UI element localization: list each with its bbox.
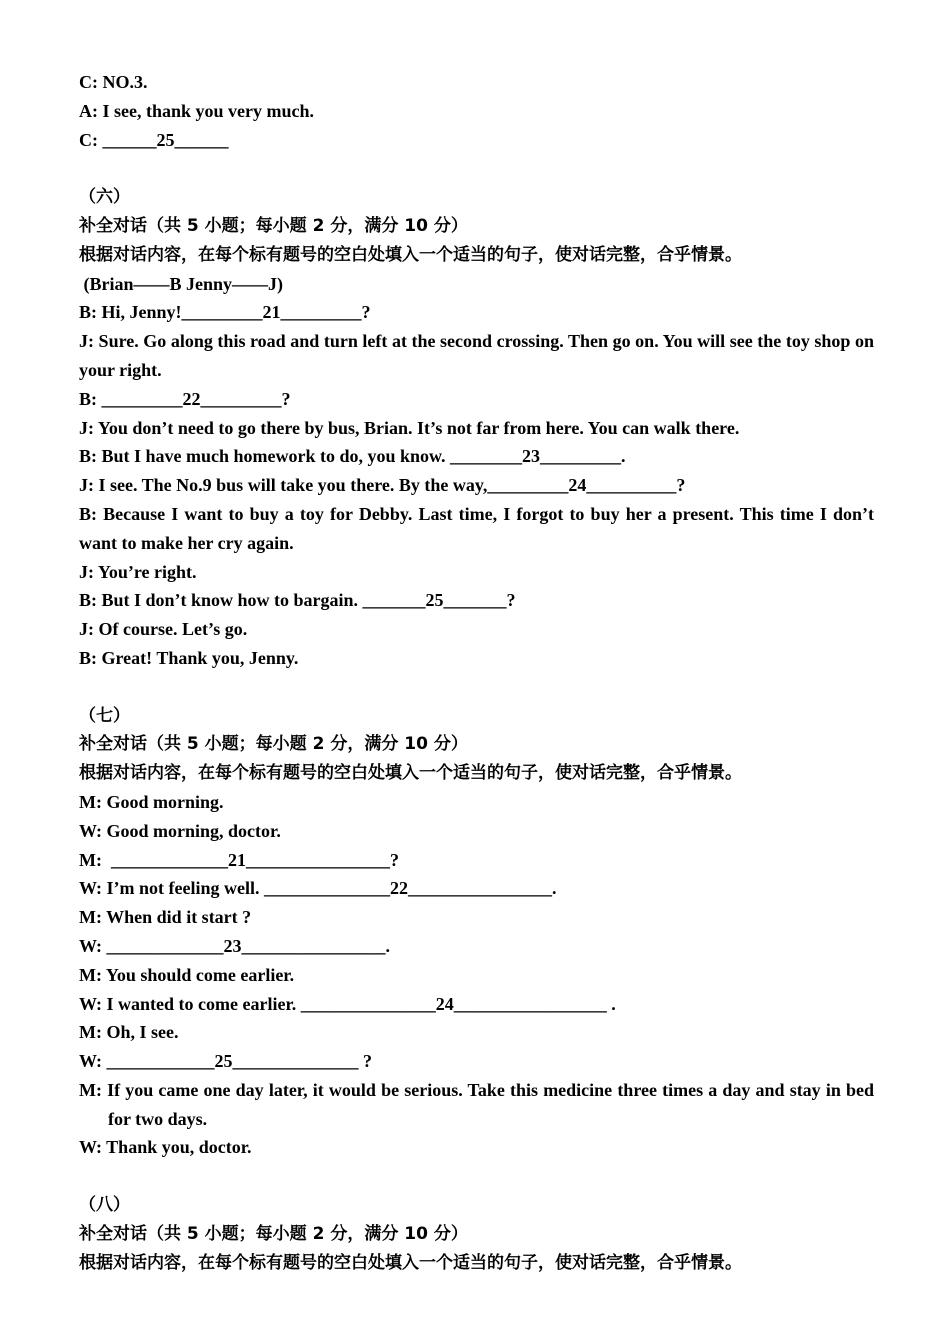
section-instructions: 补全对话（共 5 小题；每小题 2 分，满分 10 分）	[79, 1223, 468, 1244]
section-instructions: 根据对话内容，在每个标有题号的空白处填入一个适当的句子，使对话完整，合乎情景。	[79, 763, 742, 784]
dialogue-line: B: Hi, Jenny!_________21_________?	[79, 302, 371, 323]
section-heading-6: （六）	[79, 187, 130, 208]
dialogue-line: J: Sure. Go along this road and turn left at the second crossing. Then go on. You will see the toy shop on your right.	[79, 331, 874, 380]
dialogue-line: A: I see, thank you very much.	[79, 100, 315, 121]
section-instructions: 根据对话内容，在每个标有题号的空白处填入一个适当的句子，使对话完整，合乎情景。	[79, 1252, 742, 1273]
dialogue-line: W: I wanted to come earlier. _______________24_________________ .	[79, 993, 616, 1014]
dialogue-line: M: Good morning.	[79, 791, 224, 812]
dialogue-line: M: When did it start ?	[79, 907, 252, 928]
dialogue-line: B: But I have much homework to do, you know. ________23_________.	[79, 446, 626, 467]
spacer	[79, 673, 874, 702]
roles-note: (Brian——B Jenny——J)	[79, 273, 284, 294]
dialogue-line: J: Of course. Let’s go.	[79, 619, 248, 640]
dialogue-line: B: _________22_________?	[79, 388, 291, 409]
dialogue-line: J: You don’t need to go there by bus, Brian. It’s not far from here. You can walk there.	[79, 417, 740, 438]
dialogue-line: W: _____________23________________.	[79, 935, 391, 956]
dialogue-line: W: Good morning, doctor.	[79, 820, 281, 841]
dialogue-line: B: But I don’t know how to bargain. _______25_______?	[79, 590, 516, 611]
dialogue-line: W: ____________25______________ ?	[79, 1051, 373, 1072]
section-instructions: 补全对话（共 5 小题；每小题 2 分，满分 10 分）	[79, 734, 468, 755]
dialogue-line: J: You’re right.	[79, 561, 197, 582]
section-heading-7: （七）	[79, 705, 130, 726]
dialogue-line: B: Great! Thank you, Jenny.	[79, 647, 299, 668]
dialogue-line: C: ______25______	[79, 129, 229, 150]
dialogue-line: M: _____________21________________?	[79, 849, 399, 870]
section-instructions: 根据对话内容，在每个标有题号的空白处填入一个适当的句子，使对话完整，合乎情景。	[79, 244, 742, 265]
dialogue-line: C: NO.3.	[79, 72, 148, 92]
spacer	[79, 1162, 874, 1191]
dialogue-line: M: If you came one day later, it would be serious. Take this medicine three times a day and stay in bed for two days.	[79, 1079, 874, 1129]
document-page	[79, 68, 874, 1277]
section-heading-8: （八）	[79, 1195, 130, 1216]
dialogue-line: W: I’m not feeling well. ______________22________________.	[79, 878, 557, 899]
dialogue-line: J: I see. The No.9 bus will take you there. By the way,_________24__________?	[79, 475, 686, 496]
dialogue-line: M: You should come earlier.	[79, 964, 295, 985]
spacer	[79, 154, 874, 183]
dialogue-line: W: Thank you, doctor.	[79, 1137, 252, 1158]
dialogue-line: B: Because I want to buy a toy for Debby. Last time, I forgot to buy her a present. This time I don’t want to make her cry again.	[79, 503, 874, 553]
section-instructions: 补全对话（共 5 小题；每小题 2 分，满分 10 分）	[79, 215, 468, 236]
dialogue-line: M: Oh, I see.	[79, 1022, 179, 1043]
